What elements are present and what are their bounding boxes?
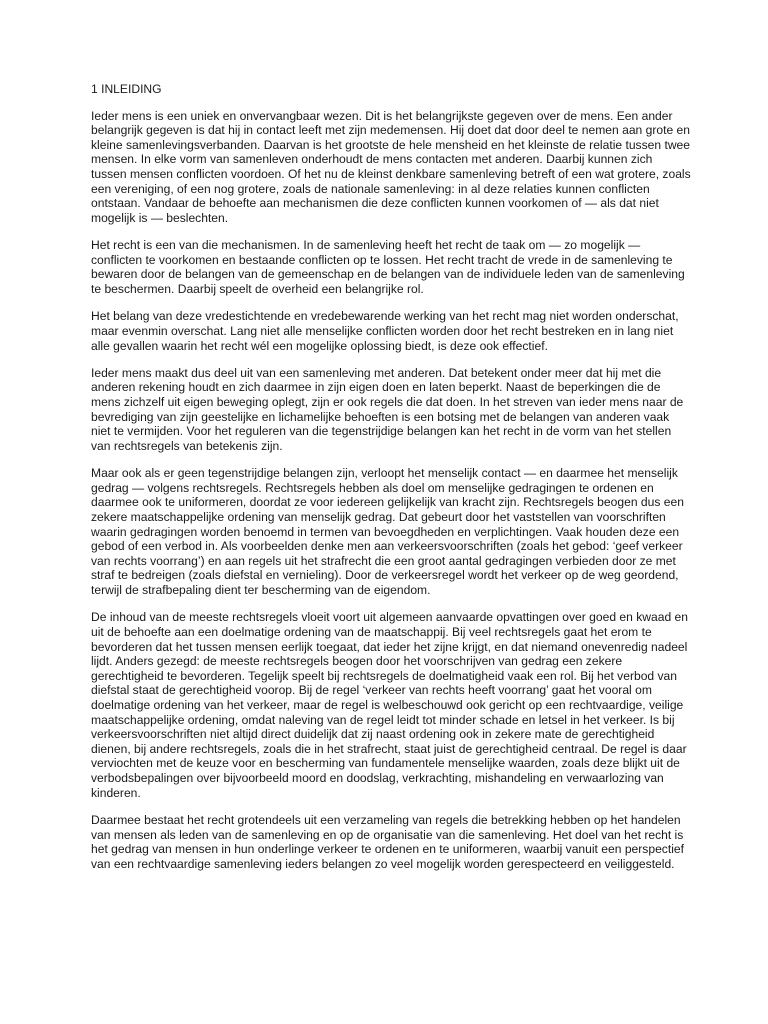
paragraph-2: Het recht is een van die mechanismen. In de samenleving heeft het recht de taak om — zo mogelijk — conflicten te voorkomen en bestaande conflicten op te lossen. Het recht tracht de vrede in de samenleving te bewaren door de belangen van de gemeenschap en de belangen van de individuele leden van de samenleving te beschermen. Daarbij speelt de overheid een belangrijke rol.: [91, 238, 685, 296]
chapter-heading: 1 INLEIDING: [91, 82, 162, 96]
paragraph-6: De inhoud van de meeste rechtsregels vloeit voort uit algemeen aanvaarde opvattingen over goed en kwaad en uit de behoefte aan een doelmatige ordening van de maatschappij. Bij veel rechtsregels gaat het erom te bevorderen dat het tussen mensen eerlijk toegaat, dat ieder het zijne krijgt, en dat niemand onevenredig nadeel lijdt. Anders gezegd: de meeste rechtsregels beogen door het voorschrijven van gedrag een zekere gerechtigheid te bevorderen. Tegelijk speelt bij rechtsregels de doelmatigheid vaak een rol. Bij het verbod van diefstal staat de gerechtigheid voorop. Bij de regel ‘verkeer van rechts heeft voorrang’ gaat het vooral om doelmatige ordening van het verkeer, maar de regel is welbeschouwd ook gericht op een rechtvaardige, veilige maatschappelijke ordening, omdat naleving van de regel leidt tot minder schade en letsel in het verkeer. Is bij verkeersvoorschriften niet altijd direct duidelijk dat zij naast ordening ook in zekere mate de gerechtigheid dienen, bij andere rechtsregels, zoals die in het strafrecht, staat juist de gerechtigheid centraal. De regel is daar verviochten met de keuze voor en bescherming van fundamentele menselijke waarden, zoals deze blijkt uit de verbodsbepalingen over bijvoorbeeld moord en doodslag, verkrachting, mishandeling en verwaarlozing van kinderen.: [91, 610, 689, 800]
paragraph-7: Daarmee bestaat het recht grotendeels uit een verzameling van regels die betrekking hebben op het handelen van mensen als leden van de samenleving en op de organisatie van die samenleving. Het doel van het recht is het gedrag van mensen in hun onderlinge verkeer te ordenen en te uniformeren, waarbij vanuit een perspectief van een rechtvaardige samenleving ieders belangen zo veel mogelijk worden gerespecteerd en veiliggesteld.: [91, 812, 684, 871]
document-body: [91, 82, 691, 884]
paragraph-3: Het belang van deze vredestichtende en vredebewarende werking van het recht mag niet worden onderschat, maar evenmin overschat. Lang niet alle menselijke conflicten worden door het recht bestreken en in lang niet alle gevallen waarin het recht wél een mogelijke oplossing biedt, is deze ook effectief.: [91, 309, 679, 353]
paragraph-4: Ieder mens maakt dus deel uit van een samenleving met anderen. Dat betekent onder meer dat hij met die anderen rekening houdt en zich daarmee in zijn eigen doen en laten beperkt. Naast de beperkingen die de mens zichzelf uit eigen beweging oplegt, zijn er ook regels die dat doen. In het streven van ieder mens naar de bevrediging van zijn geestelijke en lichamelijke behoeften is een botsing met de belangen van anderen vaak niet te vermijden. Voor het reguleren van die tegenstrijdige belangen kan het recht in de vorm van het stellen van rechtsregels van betekenis zijn.: [91, 365, 684, 453]
paragraph-1: Ieder mens is een uniek en onvervangbaar wezen. Dit is het belangrijkste gegeven over de mens. Een ander belangrijk gegeven is dat hij in contact leeft met zijn medemensen. Hij doet dat door deel te nemen aan grote en kleine samenlevingsverbanden. Daarvan is het grootste de hele mensheid en het kleinste de relatie tussen twee mensen. In elke vorm van samenleven onderhoudt de mens contacten met anderen. Daarbij kunnen zich tussen mensen conflicten voordoen. Of het nu de kleinst denkbare samenleving betreft of een wat grotere, zoals een vereniging, of een nog grotere, zoals de nationale samenleving: in al deze relaties kunnen conflicten ontstaan. Vandaar de behoefte aan mechanismen die deze conflicten kunnen voorkomen of — als dat niet mogelijk is — beslechten.: [91, 108, 691, 225]
paragraph-5: Maar ook als er geen tegenstrijdige belangen zijn, verloopt het menselijk contact — en daarmee het menselijk gedrag — volgens rechtsregels. Rechtsregels hebben als doel om menselijke gedragingen te ordenen en daarmee ook te uniformeren, doordat ze voor iedereen gelijkelijk van kracht zijn. Rechtsregels beogen dus een zekere maatschappelijke ordening van menselijk gedrag. Dat gebeurt door het vaststellen van voorschriften waarin gedragingen worden benoemd in termen van bevoegdheden en verplichtingen. Vaak houden deze een gebod of een verbod in. Als voorbeelden denke men aan verkeersvoorschriften (zoals het gebod: ‘geef verkeer van rechts voorrang’) en aan regels uit het strafrecht die een groot aantal gedragingen verbieden door ze met straf te bedreigen (zoals diefstal en vernieling). Door de verkeersregel wordt het verkeer op de weg geordend, terwijl de strafbepaling dient ter bescherming van de eigendom.: [91, 466, 684, 597]
